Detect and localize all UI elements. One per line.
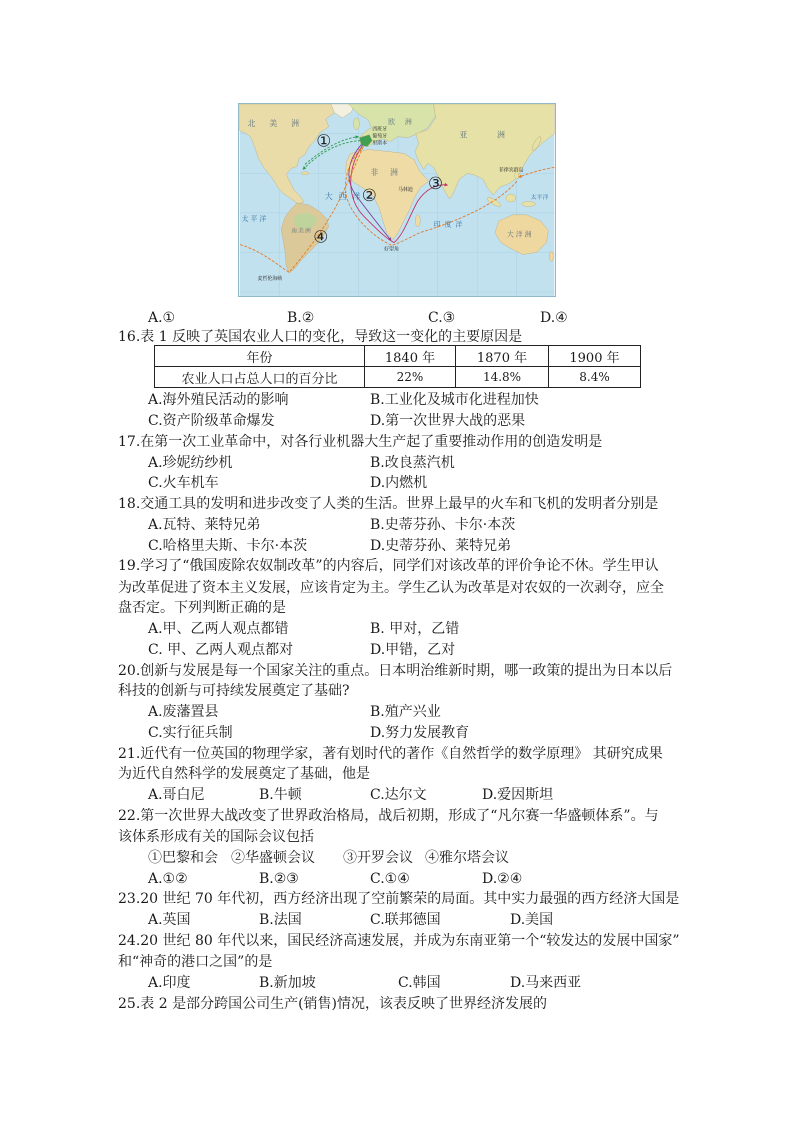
q20-option-d: D.努力发展教育 — [370, 725, 470, 741]
q22-option-b: B.②③ — [259, 871, 299, 887]
label-africa: 非洲 — [370, 168, 410, 178]
q24-stem-line-1: 24.20 世纪 80 年代以来，国民经济高速发展，并成为东南亚第一个“较发达的发展中国家” — [118, 933, 680, 949]
label-pacific-ocean-west: 太平洋 — [241, 214, 269, 223]
q20-option-c: C.实行征兵制 — [148, 725, 233, 741]
table-row — [155, 367, 641, 388]
label-malindi: 马林迪 — [397, 187, 413, 194]
q18-option-c: C.哈格里夫斯、卡尔·本茨 — [148, 538, 308, 554]
q21-option-d: D.爱因斯坦 — [482, 787, 554, 803]
q21-stem-line-2: 为近代自然科学的发展奠定了基础，他是 — [118, 766, 370, 782]
q23-option-a: A.英国 — [148, 912, 191, 928]
q21-option-c: C.达尔文 — [370, 787, 427, 803]
q19-stem-line-2: 为改革促进了资本主义发展，应该肯定为主。学生乙认为改革是对农奴的一次剥夺，应全 — [118, 580, 664, 596]
british-isles — [353, 118, 359, 130]
q21-option-a: A.哥白尼 — [148, 787, 205, 803]
q20-stem-line-1: 20.创新与发展是每一个国家关注的重点。日本明治维新时期，哪一政策的提出为日本以后 — [118, 663, 673, 679]
q17-option-b: B.改良蒸汽机 — [370, 455, 455, 471]
q22-option-c: C.①④ — [370, 871, 410, 887]
label-north-america: 北美洲 — [247, 118, 313, 128]
table-cell: 农业人口占总人口的百分比 — [155, 367, 365, 388]
q19-option-b: B. 甲对，乙错 — [370, 621, 460, 637]
label-spain: 西班牙 — [372, 126, 388, 133]
route-marker-2: ② — [361, 184, 377, 205]
q16-stem: 16.表 1 反映了英国农业人口的变化，导致这一变化的主要原因是 — [118, 329, 523, 345]
new-sea-route-map — [238, 103, 556, 297]
q17-stem: 17.在第一次工业革命中，对各行业机器大生产起了重要推动作用的创造发明是 — [118, 434, 603, 450]
q15-option-c: C.③ — [428, 310, 456, 326]
q20-option-a: A.废藩置县 — [148, 704, 219, 720]
q24-option-b: B.新加坡 — [259, 975, 316, 991]
q19-option-d: D.甲错，乙对 — [370, 642, 456, 658]
q19-option-c: C. 甲、乙两人观点都对 — [148, 642, 294, 658]
q22-stem-line-1: 22.第一次世界大战改变了世界政治格局，战后初期，形成了“凡尔赛一华盛顿体系”。与 — [118, 808, 659, 824]
q17-option-c: C.火车机车 — [148, 475, 219, 491]
q19-stem-line-3: 盘否定。下列判断正确的是 — [118, 600, 286, 616]
label-oceania: 大洋洲 — [506, 230, 534, 239]
label-europe: 欧洲 — [388, 117, 422, 126]
label-portugal: 葡萄牙 — [372, 133, 388, 140]
label-strait-of-magellan: 麦哲伦海峡 — [257, 276, 283, 283]
q15-option-d: D.④ — [540, 310, 568, 326]
q22-option-d: D.②④ — [482, 871, 523, 887]
new-guinea — [522, 201, 536, 206]
q15-option-a: A.① — [148, 310, 176, 326]
q18-option-b: B.史蒂芬孙、卡尔·本茨 — [370, 517, 516, 533]
table-header-cell: 1870 年 — [456, 346, 549, 367]
q16-option-c: C.资产阶级革命爆发 — [148, 413, 275, 429]
table-header-cell: 1840 年 — [365, 346, 456, 367]
q24-option-a: A.印度 — [148, 975, 191, 991]
route-marker-1: ① — [316, 130, 332, 151]
q23-option-b: B.法国 — [259, 912, 302, 928]
q19-option-a: A.甲、乙两人观点都错 — [148, 621, 289, 637]
madagascar — [415, 215, 420, 227]
label-pacific-ocean-east: 太平洋 — [530, 194, 549, 202]
q22-item-3: ③开罗会议 — [343, 850, 413, 866]
q22-item-4: ④雅尔塔会议 — [425, 850, 509, 866]
q23-stem: 23.20 世纪 70 年代初，西方经济出现了空前繁荣的局面。其中实力最强的西方经济大国是 — [118, 891, 680, 907]
table-1-agricultural-population — [154, 345, 641, 388]
q25-stem: 25.表 2 是部分跨国公司生产(销售)情况，该表反映了世界经济发展的 — [118, 996, 547, 1012]
caribbean-islands — [301, 172, 309, 175]
q18-option-d: D.史蒂芬孙、莱特兄弟 — [370, 538, 512, 554]
q16-option-b: B.工业化及城市化进程加快 — [370, 392, 539, 408]
table-cell: 8.4% — [549, 367, 641, 388]
q18-stem: 18.交通工具的发明和进步改变了人类的生活。世界上最早的火车和飞机的发明者分别是 — [118, 496, 659, 512]
label-asia: 亚洲 — [459, 130, 535, 140]
q23-option-c: C.联邦德国 — [370, 912, 441, 928]
q16-option-d: D.第一次世界大战的恶果 — [370, 413, 526, 429]
q22-stem-line-2: 该体系形成有关的国际会议包括 — [118, 829, 314, 845]
new-zealand — [549, 251, 553, 261]
q24-stem-line-2: 和“神奇的港口之国”的是 — [118, 954, 273, 970]
label-cape-of-good-hope: 好望角 — [384, 246, 399, 253]
q24-option-c: C.韩国 — [398, 975, 441, 991]
q22-item-1: ①巴黎和会 — [148, 850, 218, 866]
q20-stem-line-2: 科技的创新与可持续发展奠定了基础? — [118, 683, 350, 699]
table-cell: 14.8% — [456, 367, 549, 388]
q22-item-2: ②华盛顿会议 — [231, 850, 315, 866]
table-cell: 22% — [365, 367, 456, 388]
route-marker-4: ④ — [313, 226, 329, 247]
q22-option-a: A.①② — [148, 871, 188, 887]
q21-stem-line-1: 21.近代有一位英国的物理学家，著有划时代的著作《自然哲学的数学原理》 其研究成果 — [118, 746, 663, 762]
q23-option-d: D.美国 — [510, 912, 554, 928]
label-south-america: 南美洲 — [291, 227, 312, 235]
q17-option-a: A.珍妮纺纱机 — [148, 455, 233, 471]
label-atlantic-ocean: 大西洋 — [324, 192, 367, 202]
q16-option-a: A.海外殖民活动的影响 — [148, 392, 289, 408]
q19-stem-line-1: 19.学习了“俄国废除农奴制改革”的内容后，同学们对该改革的评价争论不休。学生甲认 — [118, 558, 659, 574]
table-header-cell: 1900 年 — [549, 346, 641, 367]
q18-option-a: A.瓦特、莱特兄弟 — [148, 517, 261, 533]
table-header-row — [155, 346, 641, 367]
label-lisbon: 里斯本 — [372, 140, 388, 147]
label-philippines: 菲律宾群岛 — [498, 167, 524, 174]
table-header-cell: 年份 — [155, 346, 365, 367]
route-marker-3: ③ — [428, 173, 444, 194]
q17-option-d: D.内燃机 — [370, 475, 428, 491]
q15-option-b: B.② — [287, 310, 315, 326]
q21-option-b: B.牛顿 — [259, 787, 302, 803]
q24-option-d: D.马来西亚 — [510, 975, 582, 991]
label-indian-ocean: 印度洋 — [433, 220, 467, 229]
borneo — [506, 194, 516, 202]
q20-option-b: B.殖产兴业 — [370, 704, 441, 720]
